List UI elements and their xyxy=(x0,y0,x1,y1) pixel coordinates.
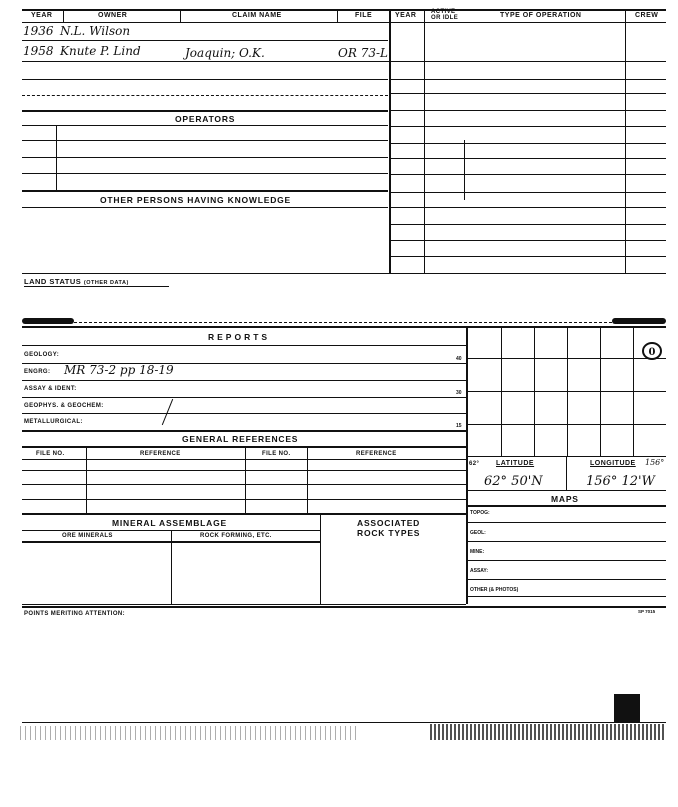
reports-title: REPORTS xyxy=(208,332,271,342)
col-header-year-2: YEAR xyxy=(395,12,417,19)
maps-title: MAPS xyxy=(551,494,579,504)
rock-forming-label: ROCK FORMING, ETC. xyxy=(200,533,272,539)
ref-col-file-no-2: FILE NO. xyxy=(262,451,291,457)
rock-types-label: ROCK TYPES xyxy=(357,528,421,538)
col-header-type-of-operation: TYPE OF OPERATION xyxy=(500,12,582,19)
report-num-30: 30 xyxy=(456,390,462,396)
col-header-active-or-idle: ACTIVE OR IDLE xyxy=(431,9,459,21)
general-references-title: GENERAL REFERENCES xyxy=(182,434,299,444)
row2-year: 1958 xyxy=(23,44,54,58)
associated-label: ASSOCIATED xyxy=(357,518,421,528)
row1-year: 1936 xyxy=(23,24,54,38)
other-persons-label: OTHER PERSONS HAVING KNOWLEDGE xyxy=(100,195,292,205)
row1-owner: N.L. Wilson xyxy=(60,24,131,38)
lat-prefix: 62° xyxy=(469,461,480,467)
maps-row-geol: GEOL: xyxy=(470,530,486,536)
row2-owner: Knute P. Lind xyxy=(60,44,141,58)
col-header-claim-name: CLAIM NAME xyxy=(232,12,282,19)
report-num-15: 15 xyxy=(456,423,462,429)
ref-col-file-no-1: FILE NO. xyxy=(36,451,65,457)
row2-claim-name: Joaquin; O.K. xyxy=(185,46,265,60)
points-meriting-label: POINTS MERITING ATTENTION: xyxy=(24,611,126,617)
row2-file: OR 73-L xyxy=(338,46,388,60)
longitude-label: LONGITUDE xyxy=(590,460,636,467)
ore-minerals-label: ORE MINERALS xyxy=(62,533,113,539)
form-number: SP 7015 xyxy=(638,609,656,614)
maps-row-topog: TOPOG: xyxy=(470,510,490,516)
mineral-assemblage-title: MINERAL ASSEMBLAGE xyxy=(112,518,227,528)
circle-mark: 0 xyxy=(642,342,662,360)
report-label-assay: ASSAY & IDENT: xyxy=(24,386,77,392)
report-label-geophys: GEOPHYS. & GEOCHEM: xyxy=(24,403,104,409)
report-label-geology: GEOLOGY: xyxy=(24,352,60,358)
report-num-40: 40 xyxy=(456,356,462,362)
col-header-owner: OWNER xyxy=(98,12,128,19)
land-status-label: LAND STATUS (OTHER DATA) xyxy=(24,277,129,286)
latitude-value: 62° 50'N xyxy=(484,474,543,489)
maps-row-other: OTHER (& PHOTOS) xyxy=(470,587,519,593)
col-header-year: YEAR xyxy=(31,12,53,19)
ref-col-reference-2: REFERENCE xyxy=(356,451,397,457)
lon-suffix: 156° xyxy=(645,458,665,467)
report-label-engrg: ENGRG: xyxy=(24,369,51,375)
latitude-label: LATITUDE xyxy=(496,460,535,467)
operators-label: OPERATORS xyxy=(175,114,236,124)
col-header-crew: CREW xyxy=(635,12,659,19)
col-header-file: FILE xyxy=(355,12,373,19)
report-value-engrg: MR 73-2 pp 18-19 xyxy=(64,363,174,377)
longitude-value: 156° 12'W xyxy=(586,474,655,489)
ref-col-reference-1: REFERENCE xyxy=(140,451,181,457)
maps-row-mine: MINE: xyxy=(470,549,485,555)
maps-row-assay: ASSAY: xyxy=(470,568,489,574)
report-label-metallurgical: METALLURGICAL: xyxy=(24,419,83,425)
